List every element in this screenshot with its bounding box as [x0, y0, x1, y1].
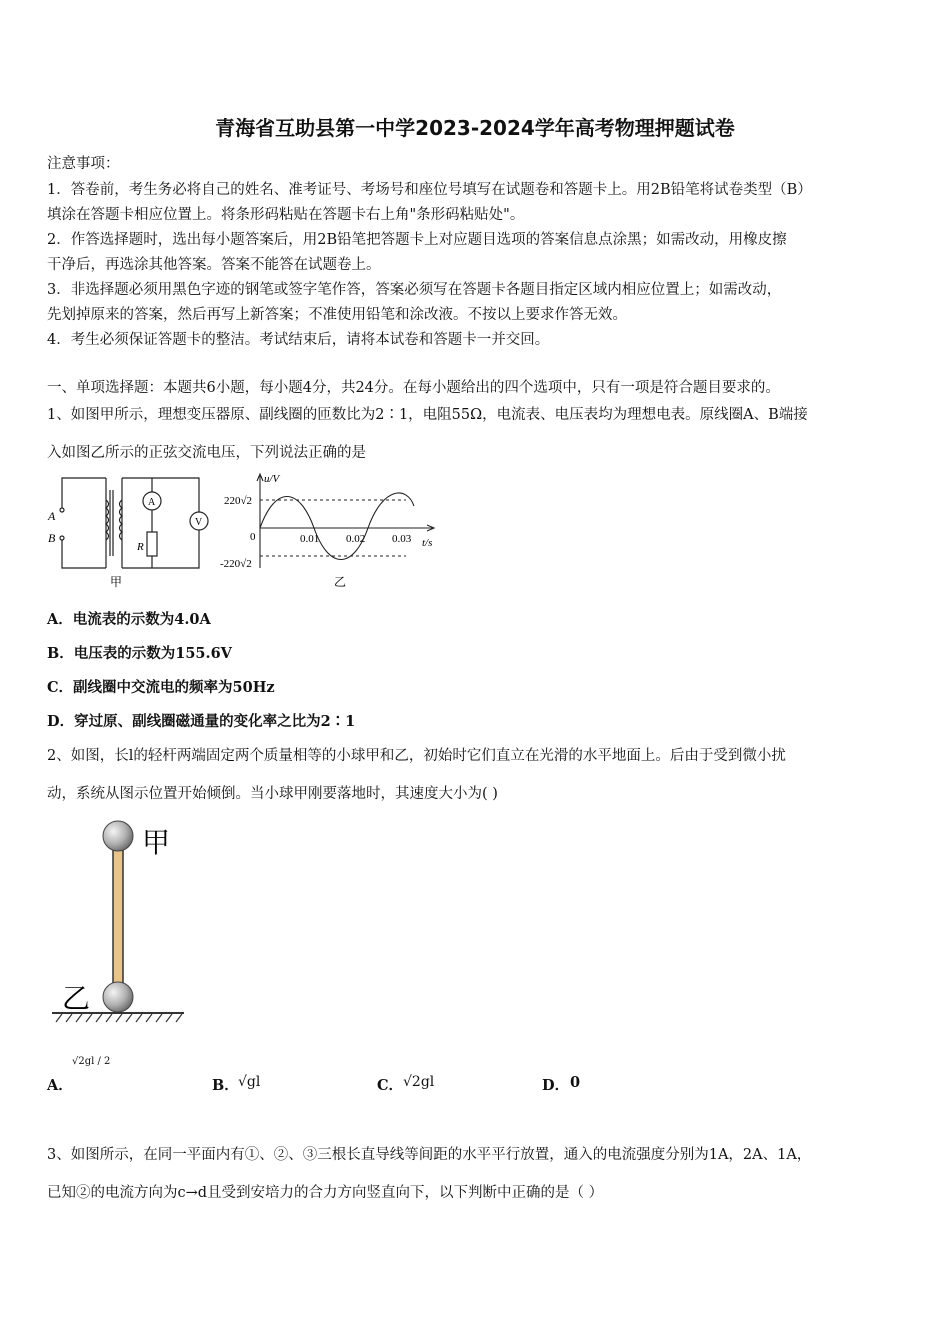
notice-line: 先划掉原来的答案，然后再写上新答案；不准使用铅笔和涂改液。不按以上要求作答无效。 — [47, 307, 627, 323]
tick-label: 0.01 — [300, 533, 320, 545]
y-min-label: -220√2 — [220, 558, 252, 570]
notice-line: 2．作答选择题时，选出每小题答案后，用2B铅笔把答题卡上对应题目选项的答案信息点涂黑；如需改动，用橡皮擦 — [47, 232, 787, 248]
q2-stem: 动，系统从图示位置开始倾倒。当小球甲刚要落地时，其速度大小为( ) — [47, 786, 498, 802]
q2-option-d-value: 0 — [570, 1074, 581, 1091]
q1-stem: 1、如图甲所示，理想变压器原、副线圈的匝数比为2∶1，电阻55Ω，电流表、电压表均为理想电表。原线圈A、B端接 — [47, 407, 808, 423]
y-max-label: 220√2 — [224, 495, 253, 507]
y-axis-label: u/V — [264, 473, 280, 485]
q1-figure-yi — [216, 468, 446, 592]
q1-option-d[interactable]: D．穿过原、副线圈磁通量的变化率之比为2∶1 — [47, 713, 356, 730]
q2-option-c-value: √2gl — [403, 1074, 435, 1090]
notice-line: 1．答卷前，考生务必将自己的姓名、准考证号、考场号和座位号填写在试题卷和答题卡上。用2B铅笔将试卷类型（B） — [47, 182, 812, 198]
fig-jia-caption: 甲 — [110, 575, 123, 589]
notice-line: 4．考生必须保证答题卡的整洁。考试结束后，请将本试卷和答题卡一并交回。 — [47, 332, 550, 348]
q2-option-b-value: √gl — [238, 1074, 261, 1090]
q2-stem: 2、如图，长l的轻杆两端固定两个质量相等的小球甲和乙，初始时它们直立在光滑的水平地面上。后由于受到微小扰 — [47, 748, 786, 764]
q3-stem: 3、如图所示，在同一平面内有①、②、③三根长直导线等间距的水平平行放置，通入的电流强度分别为1A，2A、1A， — [47, 1147, 812, 1163]
tick-label: 0.03 — [392, 533, 412, 545]
x-axis-label: t/s — [422, 537, 433, 549]
notice-heading: 注意事项： — [47, 156, 120, 172]
tick-label: 0.02 — [346, 533, 366, 545]
voltmeter-label: V — [195, 517, 203, 528]
q2-option-c-label[interactable]: C． — [377, 1077, 404, 1094]
q1-option-c[interactable]: C．副线圈中交流电的频率为50Hz — [47, 679, 275, 696]
exam-title: 青海省互助县第一中学2023-2024学年高考物理押题试卷 — [215, 116, 735, 140]
ball-yi-label: 乙 — [62, 984, 91, 1015]
q2-option-a-value: √2gl / 2 — [72, 1056, 111, 1067]
terminal-a-label: A — [48, 509, 56, 523]
origin-label: 0 — [250, 531, 256, 543]
section-heading: 一、单项选择题：本题共6小题，每小题4分，共24分。在每小题给出的四个选项中，只有一项是符合题目要求的。 — [47, 380, 780, 396]
ball-jia-label: 甲 — [142, 828, 171, 859]
resistor-label: R — [137, 541, 144, 553]
fig-yi-caption: 乙 — [334, 575, 347, 589]
q2-figure — [48, 812, 198, 1032]
notice-line: 干净后，再选涂其他答案。答案不能答在试题卷上。 — [47, 257, 381, 273]
terminal-b-label: B — [48, 531, 56, 545]
q1-option-b[interactable]: B．电压表的示数为155.6V — [47, 645, 232, 662]
notice-line: 3．非选择题必须用黑色字迹的钢笔或签字笔作答，答案必须写在答题卡各题目指定区域内相应位置上；如需改动， — [47, 282, 782, 298]
notice-line: 填涂在答题卡相应位置上。将条形码粘贴在答题卡右上角"条形码粘贴处"。 — [47, 207, 525, 223]
q3-stem: 已知②的电流方向为c→d且受到安培力的合力方向竖直向下，以下判断中正确的是（ ） — [47, 1185, 604, 1201]
ammeter-label: A — [148, 497, 156, 508]
q1-option-a[interactable]: A．电流表的示数为4.0A — [47, 611, 211, 628]
q2-option-b-label[interactable]: B． — [212, 1077, 239, 1094]
q1-figure-jia — [44, 470, 214, 592]
q2-option-d-label[interactable]: D． — [542, 1077, 570, 1094]
q2-option-a-label[interactable]: A． — [47, 1077, 73, 1094]
q1-stem: 入如图乙所示的正弦交流电压，下列说法正确的是 — [47, 445, 366, 461]
